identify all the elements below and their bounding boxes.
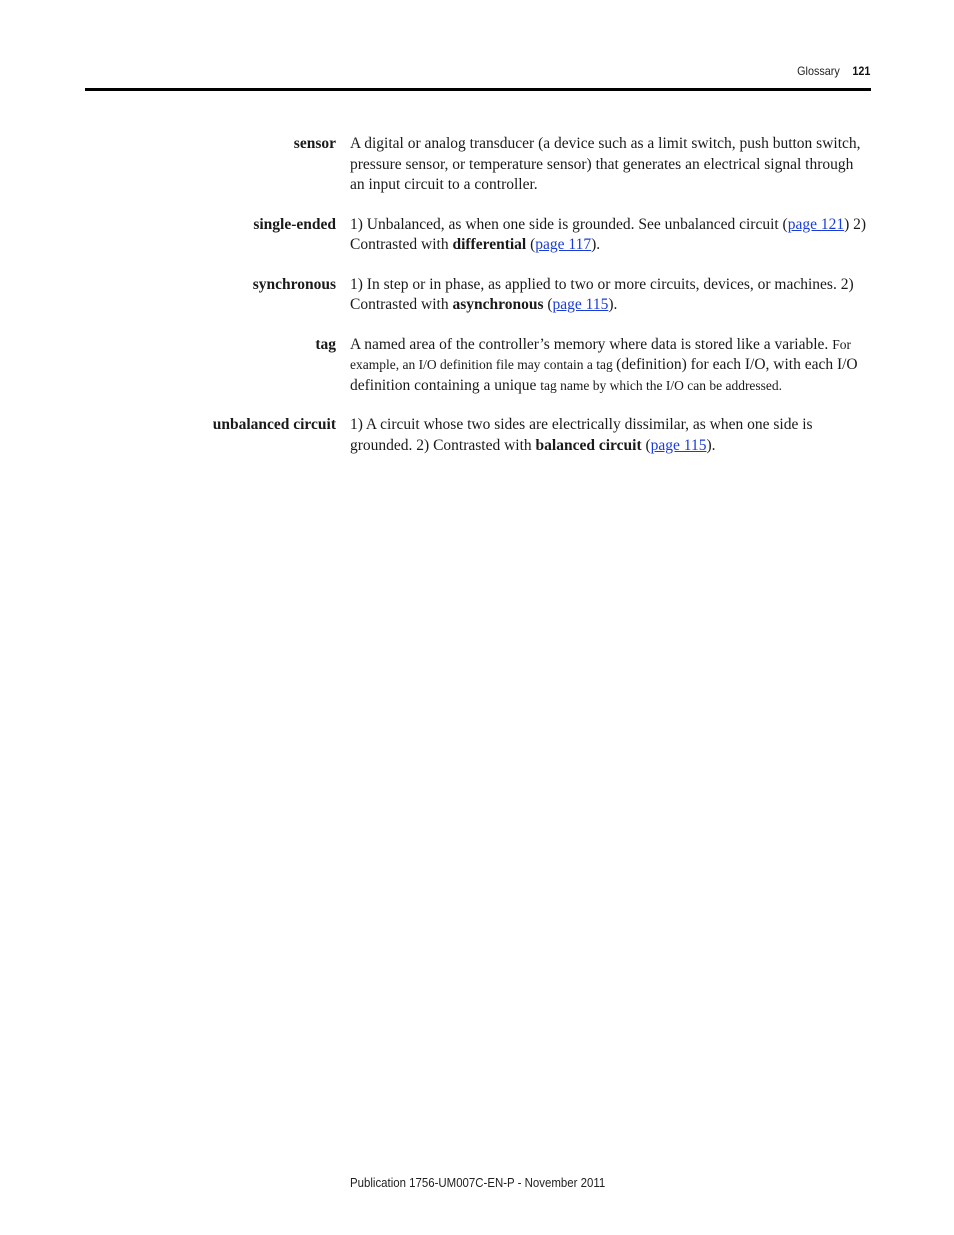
page-link[interactable]: page 115 [552,296,609,313]
glossary-list [0,134,954,475]
cross-reference-term: differential [452,236,527,253]
term-sensor: sensor [293,135,336,152]
section-title: Glossary [796,64,840,78]
definition-text: ( [641,436,651,454]
page-link[interactable]: page 115 [650,436,707,454]
definition-text: 1) A circuit whose two sides are electrically dissimilar, as when one side is grounded. 2) Contrasted with [350,416,813,454]
page-link[interactable]: page 117 [535,236,592,253]
definition-text: ) 2) Contrasted with [350,215,867,253]
definition-text: (definition) for each I/O, with each I/O definition containing a unique [350,356,858,394]
running-header [797,64,870,78]
header-rule [85,88,871,91]
definition-text: A named area of the controller’s memory where data is stored like a variable. [350,335,833,353]
definition-text: ). [591,236,601,253]
term-tag: tag [315,335,336,353]
definition-text: 1) In step or in phase, as applied to two or more circuits, devices, or machines. 2) Contrasted with [350,275,854,313]
definition-synchronous [350,275,870,316]
cross-reference-term: balanced circuit [535,436,642,454]
definition-single-ended [350,215,870,256]
glossary-entry-tag [0,335,954,397]
definition-text: ). [608,296,618,313]
glossary-entry-unbalanced-circuit [0,415,954,456]
definition-text: 1) Unbalanced, as when one side is grounded. See unbalanced circuit ( [350,215,788,233]
glossary-entry-single-ended [0,215,954,256]
page-number: 121 [851,64,870,78]
definition-text-small: For example, an I/O definition file may contain a tag [350,336,851,372]
cross-reference-term: asynchronous [452,296,544,313]
definition-unbalanced-circuit [350,415,870,456]
term-single-ended: single-ended [253,215,336,233]
term-unbalanced-circuit: unbalanced circuit [212,416,336,433]
glossary-entry-synchronous [0,275,954,316]
definition-text: ( [526,236,536,253]
term-synchronous: synchronous [252,275,336,293]
page-link[interactable]: page 121 [787,215,845,233]
definition-sensor [350,134,870,196]
definition-text: ( [543,296,553,313]
glossary-entry-sensor [0,134,954,196]
definition-text: ). [706,436,716,454]
definition-tag [350,335,870,397]
publication-footer: Publication 1756-UM007C-EN-P - November 2011 [350,1175,606,1190]
definition-text: A digital or analog transducer (a device such as a limit switch, push button switch, pressure sensor, or temperature sensor) that generates an electrical signal through an input circuit to a controller. [350,135,861,193]
definition-text-small: tag name by which the I/O can be addressed. [540,377,783,393]
